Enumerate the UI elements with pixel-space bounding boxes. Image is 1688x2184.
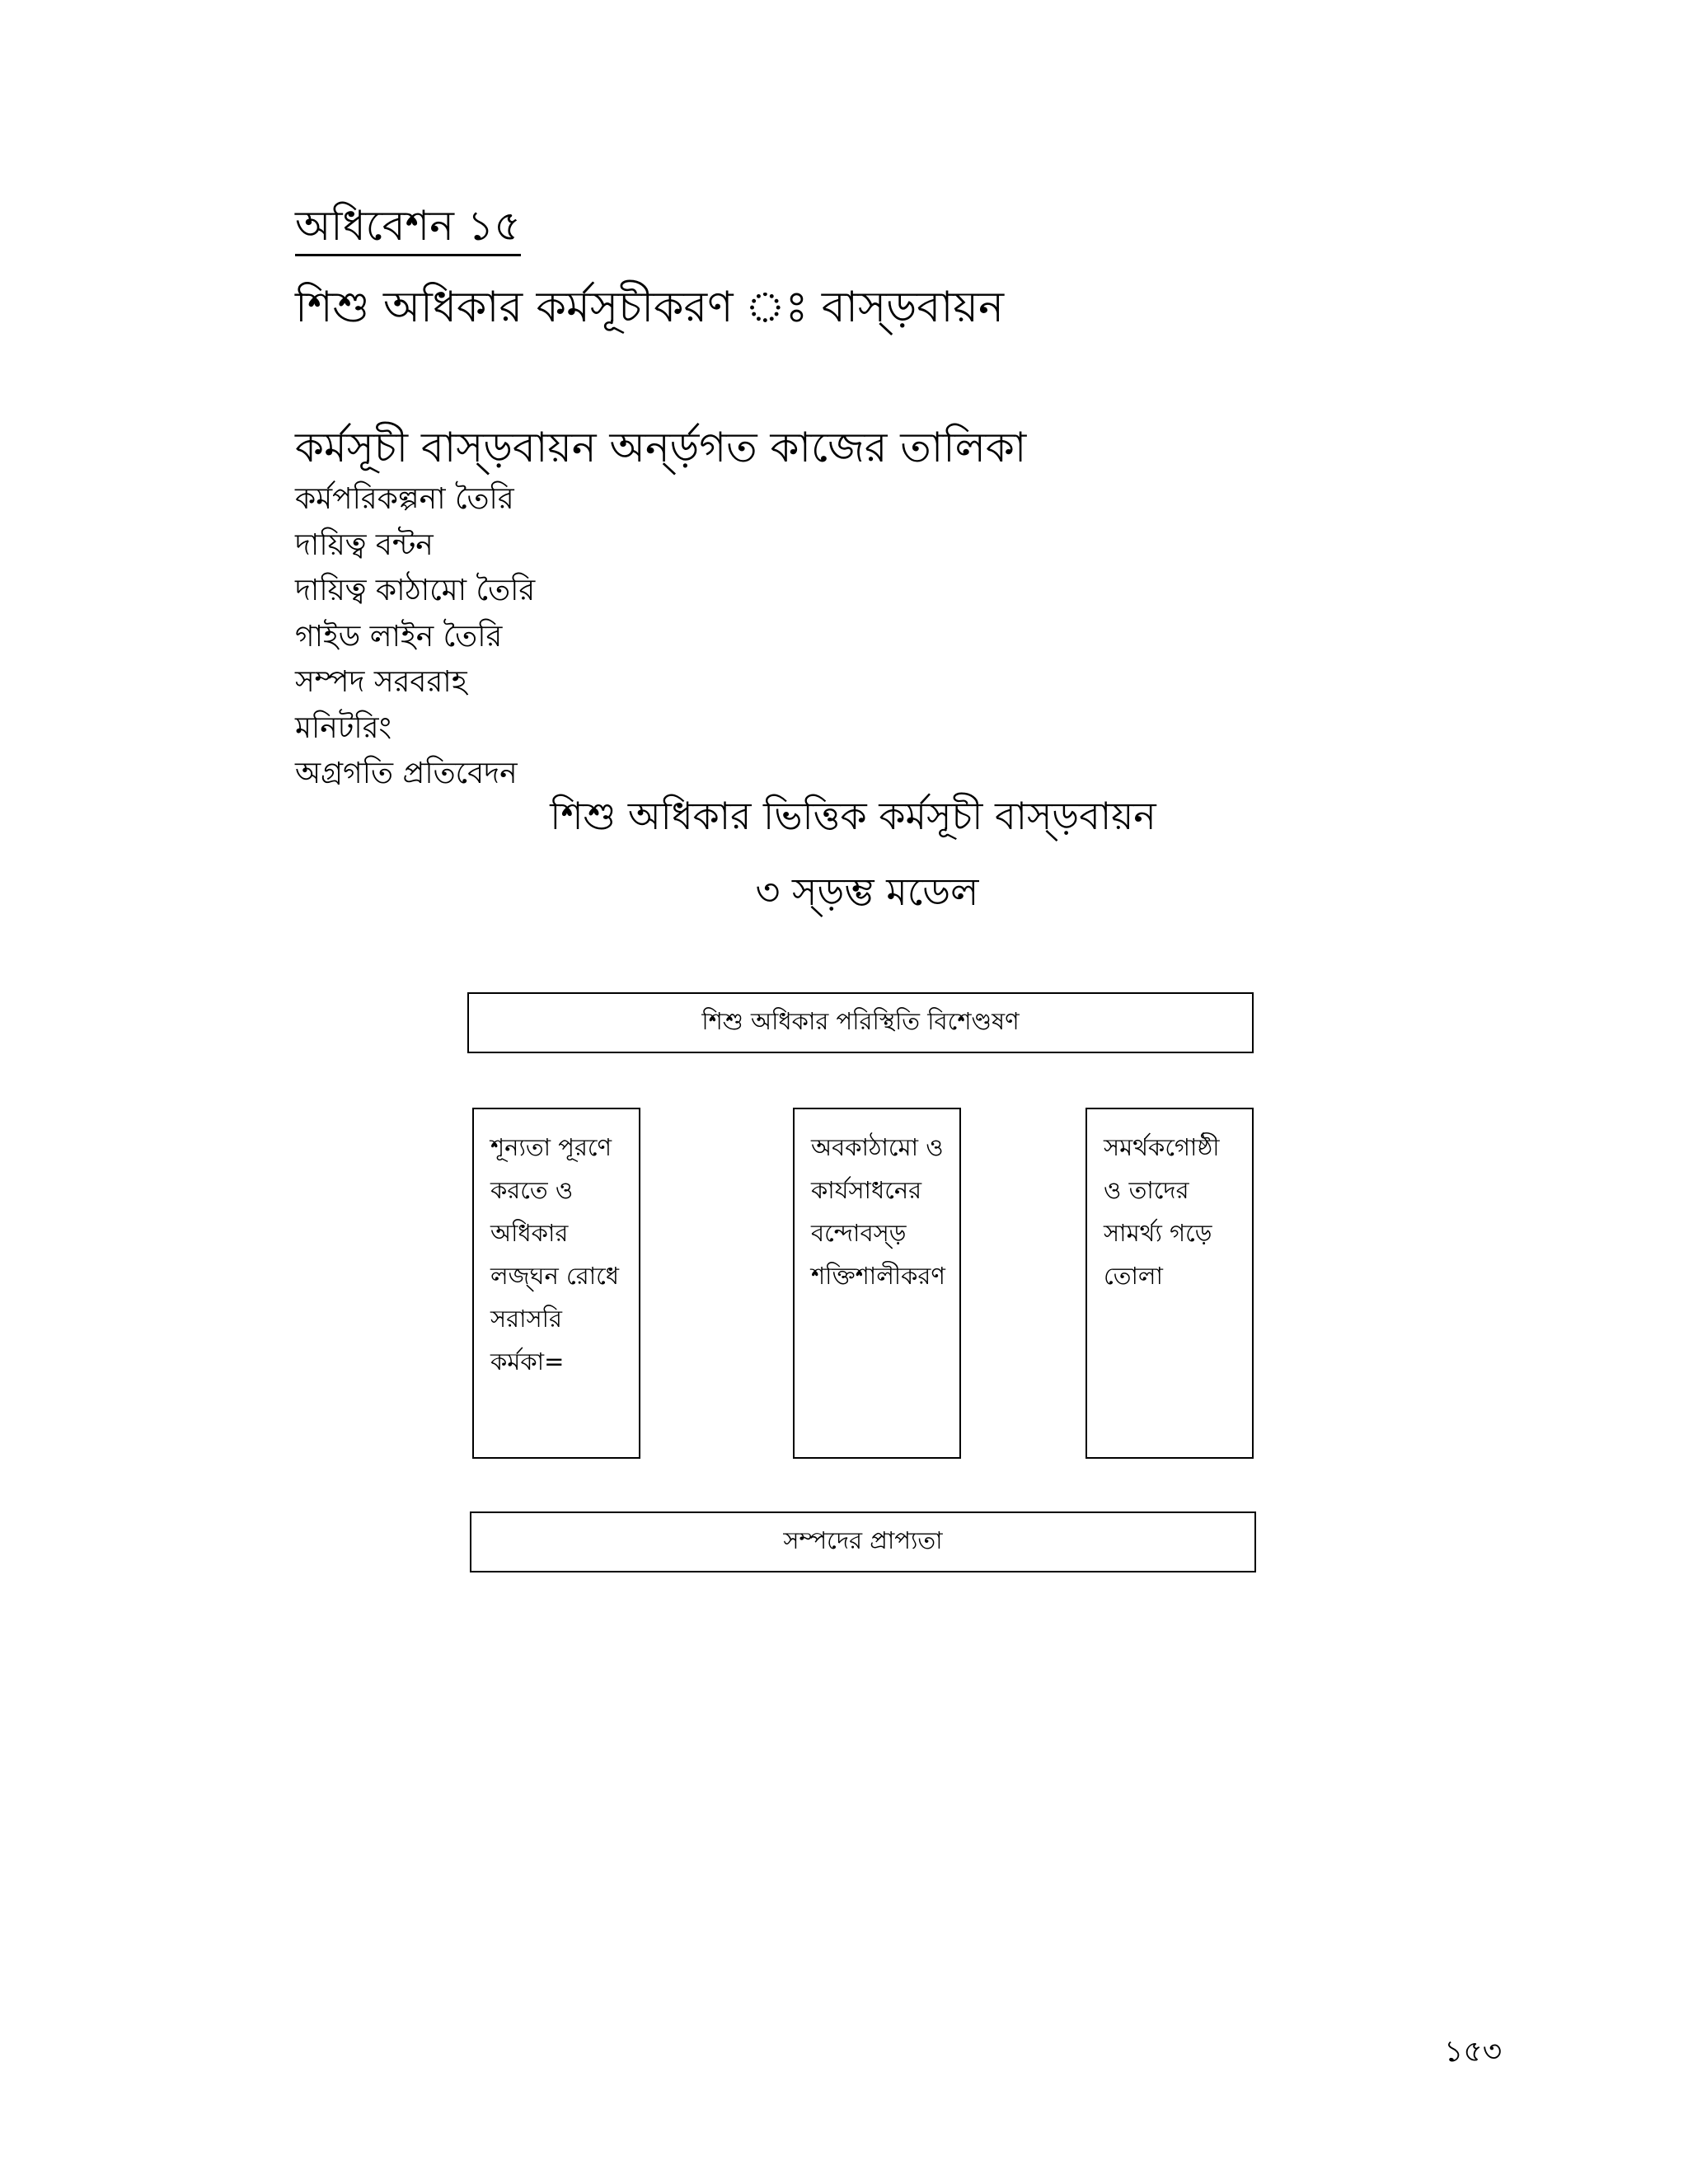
- task-item: দায়িত্ব কাঠামো তৈরি: [295, 574, 536, 607]
- pillar-infrastructure: অবকাঠামো ও কার্যসাধনের বন্দোবস্ড় শক্তিশালীকরণ: [793, 1108, 961, 1459]
- session-heading: অধিবেশন ১৫: [295, 199, 521, 256]
- task-item: কর্মপরিকল্পনা তৈরি: [295, 482, 514, 516]
- pillar-direct-action: শূন্যতা পূরণে করতে ও অধিকার লজ্ঘন রোধে সরাসরি কর্মকা=: [472, 1108, 640, 1459]
- situation-analysis-label: শিশু অধিকার পরিস্থিতি বিশেণ্ডষণ: [701, 1006, 1020, 1035]
- pillar-constituency: সমর্থকগোষ্ঠী ও তাদের সামর্থ্য গড়ে তোলা: [1085, 1108, 1254, 1459]
- task-item: সম্পদ সরবরাহ: [295, 665, 467, 699]
- model-subtitle: ৩ স্ড়ম্ভ মডেল: [755, 869, 979, 914]
- task-item: মনিটরিং: [295, 710, 392, 745]
- situation-analysis-box: [467, 992, 1254, 1053]
- model-title: শিশু অধিকার ভিত্তিক কর্মসূচী বাস্ড়বায়ন: [550, 794, 1156, 838]
- task-list: [295, 476, 535, 797]
- task-item: গাইড লাইন তৈরি: [295, 619, 503, 654]
- tasks-heading: কর্মসূচী বাস্ড়বায়ন অর্ন্ড়গত কাজের তালিকা: [295, 424, 1027, 471]
- resource-availability-label: সম্পদের প্রাপ্যতা: [783, 1526, 943, 1554]
- page-number: ১৫৩: [1444, 2035, 1503, 2069]
- session-title: শিশু অধিকার কর্মসূচীকরণ ঃ বাস্ড়বায়ন: [295, 283, 1005, 332]
- resource-availability-box: [470, 1511, 1256, 1572]
- task-item: অগ্রগতি প্রতিবেদন: [295, 757, 518, 790]
- task-item: দায়িত্ব বন্টন: [295, 527, 434, 562]
